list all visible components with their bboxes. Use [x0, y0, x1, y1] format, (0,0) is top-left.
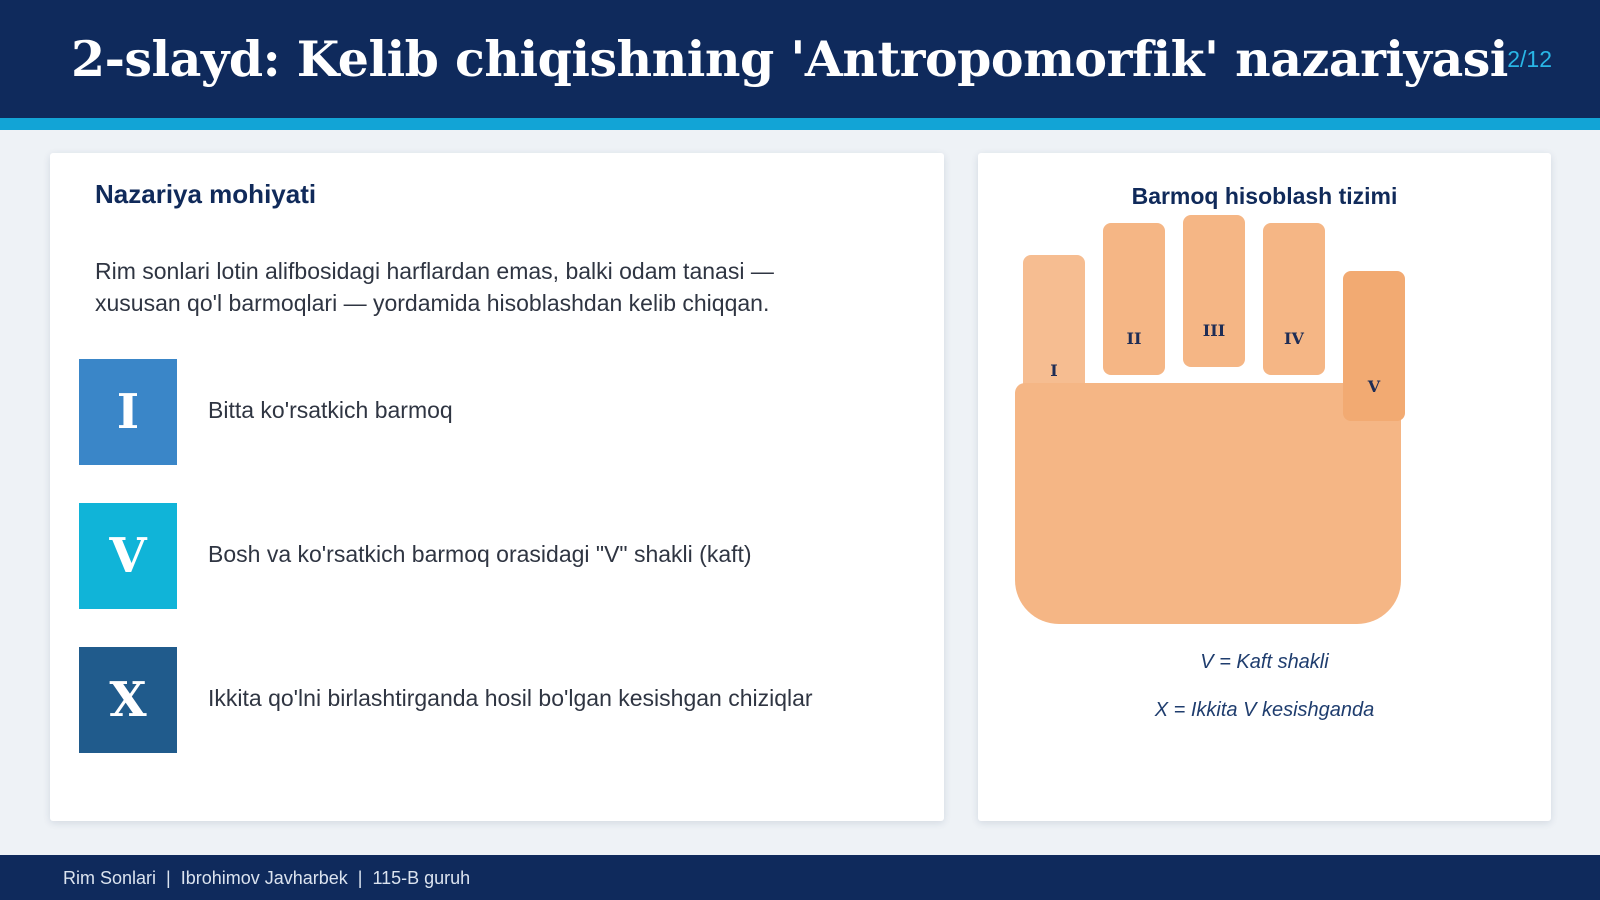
numeral-description-i: Bitta ko'rsatkich barmoq: [208, 397, 453, 423]
finger-3: [1183, 215, 1245, 367]
caption-x: X = Ikkita V kesishganda: [1154, 699, 1375, 721]
diagram-title: Barmoq hisoblash tizimi: [1131, 183, 1398, 209]
caption-v: V = Kaft shakli: [1200, 651, 1329, 673]
numeral-badge-i: I: [79, 359, 177, 465]
palm: [1015, 383, 1401, 624]
finger-label-i: I: [1050, 361, 1058, 380]
numeral-description-v: Bosh va ko'rsatkich barmoq orasidagi "V" shakli (kaft): [208, 541, 752, 567]
hand-diagram-card: [978, 153, 1551, 821]
slide-footer: [0, 855, 1600, 900]
section-title: Nazariya mohiyati: [95, 179, 317, 209]
finger-4: [1263, 223, 1325, 375]
footer-text: Rim Sonlari | Ibrohimov Javharbek | 115-B guruh: [63, 868, 471, 888]
numeral-badge-v: V: [79, 503, 177, 609]
numeral-item-v: [79, 503, 919, 609]
finger-label-iv: IV: [1284, 329, 1304, 348]
finger-label-ii: II: [1126, 329, 1142, 348]
finger-2: [1103, 223, 1165, 375]
finger-5: [1343, 271, 1405, 421]
header-accent-bar: [0, 118, 1600, 130]
slide-header: [0, 0, 1600, 118]
slide-title: 2-slayd: Kelib chiqishning 'Antropomorfik' nazariyasi: [71, 30, 1508, 88]
numeral-badge-x: X: [79, 647, 177, 753]
intro-paragraph: Rim sonlari lotin alifbosidagi harflardan emas, balki odam tanasi — xususan qo'l barmoqlari — yordamida hisoblashdan kelib chiqqan.: [95, 258, 774, 316]
numeral-item-i: [79, 359, 919, 465]
slide-number: 2/12: [1507, 46, 1552, 72]
theory-card: [50, 153, 944, 821]
finger-label-v: V: [1367, 377, 1381, 396]
numeral-item-x: [79, 647, 919, 753]
numeral-description-x: Ikkita qo'lni birlashtirganda hosil bo'lgan kesishgan chiziqlar: [208, 685, 813, 711]
finger-label-iii: III: [1202, 321, 1226, 340]
